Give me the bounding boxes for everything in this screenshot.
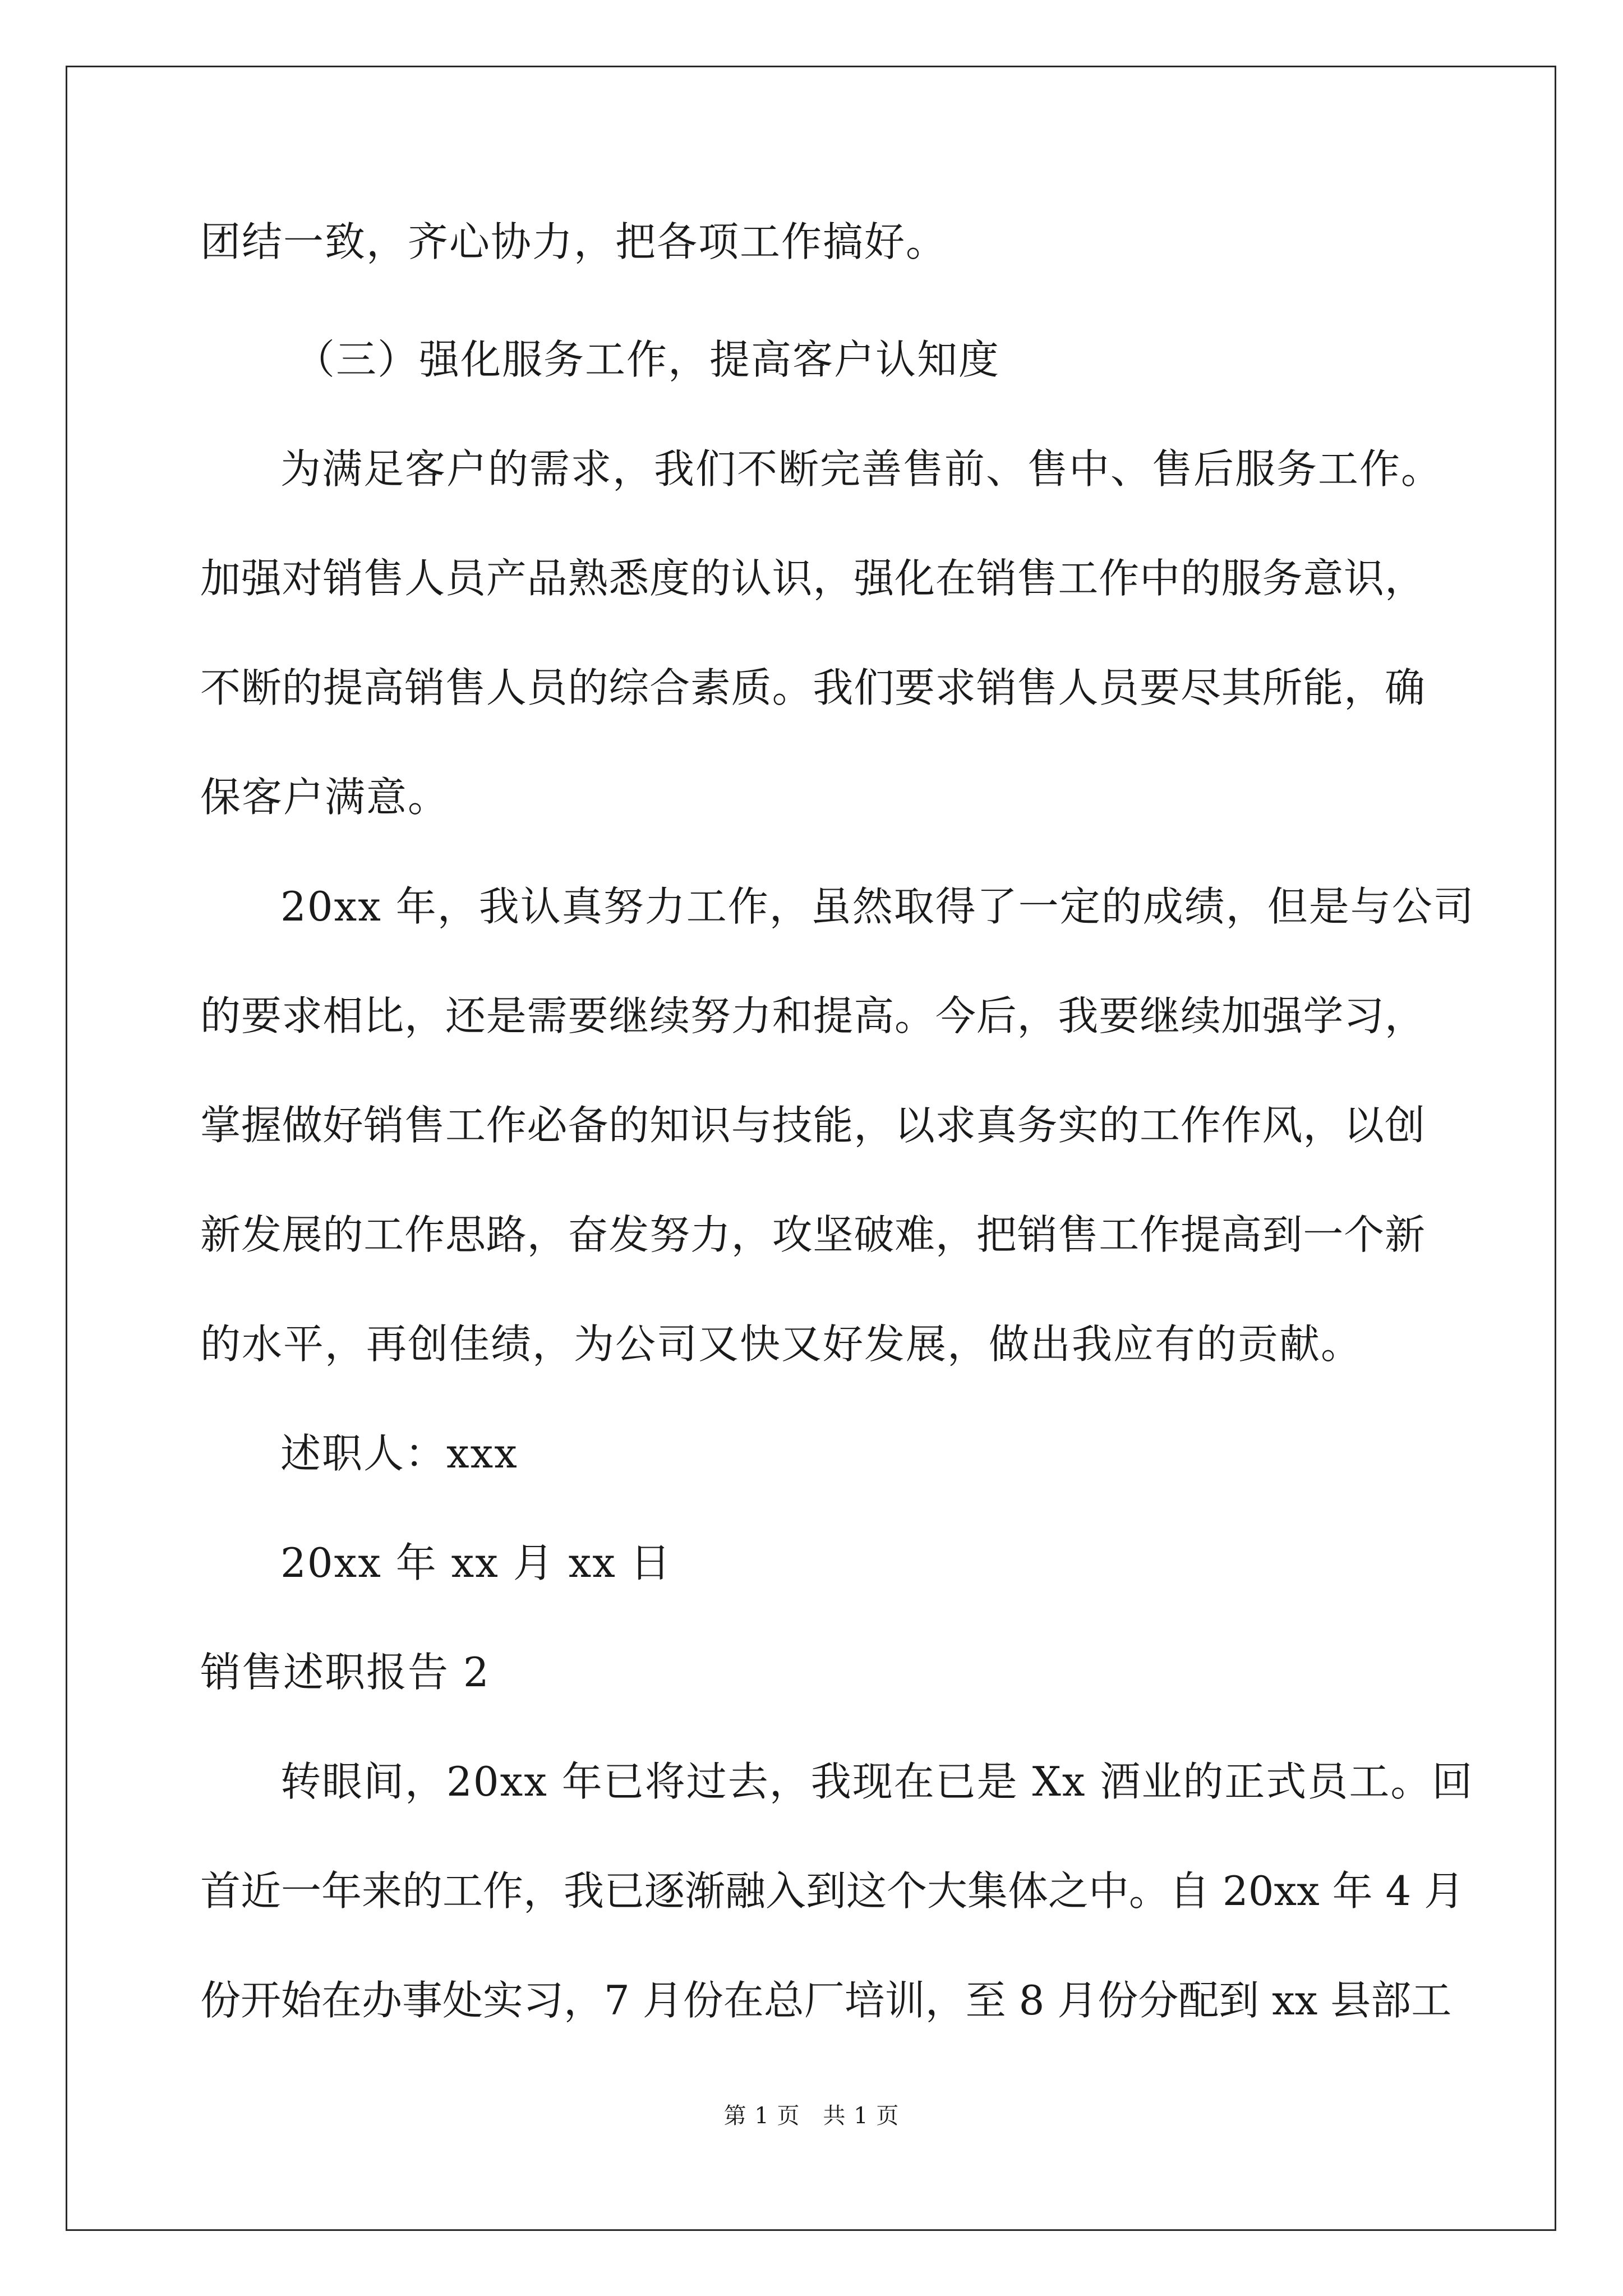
body-line: 掌握做好销售工作必备的知识与技能，以求真务实的工作作风，以创 xyxy=(200,1102,1425,1149)
body-line: 为满足客户的需求，我们不断完善售前、售中、售后服务工作。 xyxy=(280,445,1443,493)
section-heading: （三）强化服务工作，提高客户认知度 xyxy=(294,336,1000,383)
body-line: 首近一年来的工作，我已逐渐融入到这个大集体之中。自 20xx 年 4 月 xyxy=(200,1867,1465,1915)
body-line: 20xx 年，我认真努力工作，虽然取得了一定的成绩，但是与公司 xyxy=(280,883,1475,930)
date-line: 20xx 年 xx 月 xx 日 xyxy=(280,1539,672,1586)
page-footer: 第 1 页 共 1 页 xyxy=(723,2103,900,2129)
body-line: 新发展的工作思路，奋发努力，攻坚破难，把销售工作提高到一个新 xyxy=(200,1211,1425,1258)
body-line: 加强对销售人员产品熟悉度的认识，强化在销售工作中的服务意识， xyxy=(200,555,1425,602)
signature-line: 述职人：xxx xyxy=(280,1430,518,1477)
body-line: 转眼间，20xx 年已将过去，我现在已是 Xx 酒业的正式员工。回 xyxy=(280,1758,1474,1805)
body-line: 的要求相比，还是需要继续努力和提高。今后，我要继续加强学习， xyxy=(200,992,1425,1039)
body-line: 保客户满意。 xyxy=(200,774,450,821)
body-line: 的水平，再创佳绩，为公司又快又好发展，做出我应有的贡献。 xyxy=(200,1320,1363,1368)
report-title: 销售述职报告 2 xyxy=(200,1649,490,1696)
body-line: 份开始在办事处实习，7 月份在总厂培训，至 8 月份分配到 xx 县部工 xyxy=(200,1977,1452,2024)
body-line: 不断的提高销售人员的综合素质。我们要求销售人员要尽其所能，确 xyxy=(200,664,1425,711)
body-line: 团结一致，齐心协力，把各项工作搞好。 xyxy=(200,218,948,265)
